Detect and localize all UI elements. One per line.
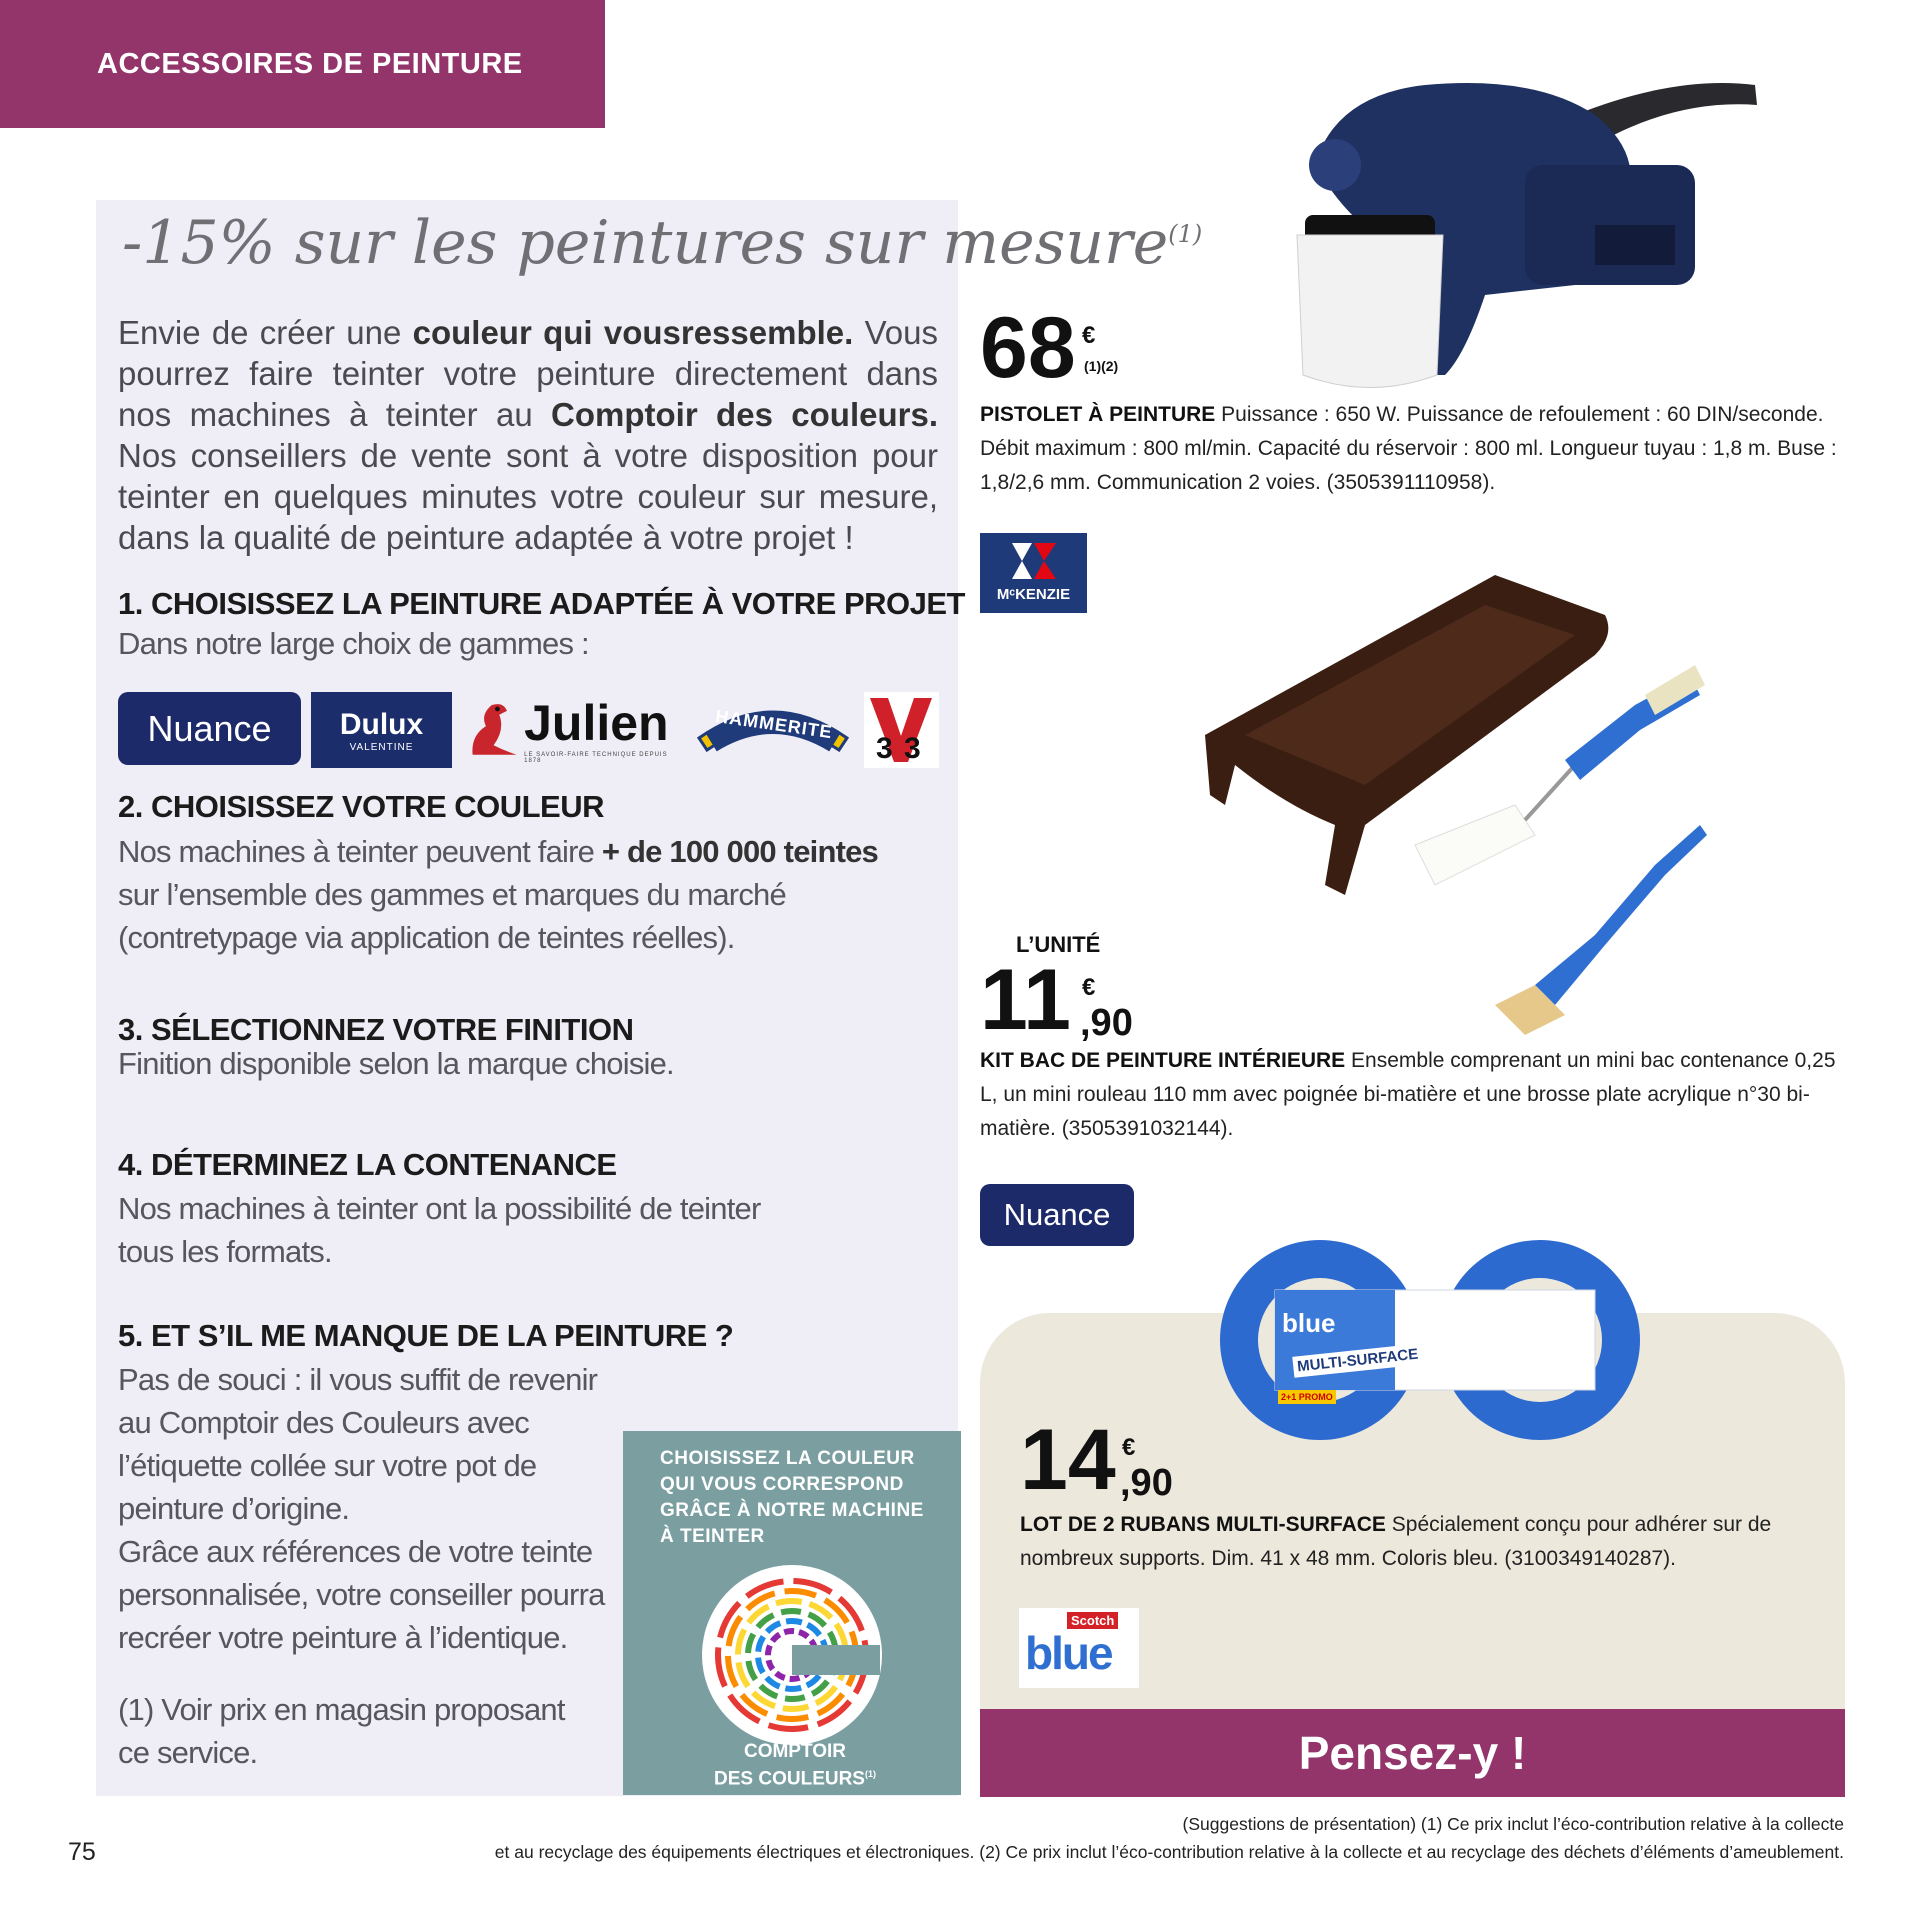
step-1-heading: 1. CHOISISSEZ LA PEINTURE ADAPTÉE À VOTRE PROJET <box>118 586 965 621</box>
tape-price: 14 € ,90 <box>1020 1412 1173 1508</box>
nuance-logo-small: Nuance <box>980 1184 1134 1246</box>
footer-note-line-1: (Suggestions de présentation) (1) Ce prix inclut l’éco-contribution relative à la collecte <box>1182 1814 1844 1834</box>
step-4-text: Nos machines à teinter ont la possibilité de teinter tous les formats. <box>118 1191 761 1269</box>
julien-logo: Julien LE SAVOIR-FAIRE TECHNIQUE DEPUIS 1878 <box>465 690 680 768</box>
mckenzie-logo: MᶜKENZIE <box>980 533 1087 613</box>
nuance-logo: Nuance <box>118 692 301 765</box>
mckenzie-mark-icon <box>1012 543 1056 579</box>
sprayer-price: 68 € (1)(2) <box>980 300 1119 396</box>
promo-intro: Envie de créer une couleur qui vousressemble. Vous pourrez faire teinter votre peinture directement dans nos machines à teinter au Comptoir des couleurs. Nos conseillers de vente sont à votre disposition pour teinter en quelques minutes votre couleur sur mesure, dans la qualité de peinture adaptée à votre projet ! <box>118 314 938 556</box>
paint-sprayer-image <box>1275 55 1770 395</box>
v33-logo: 3 3 <box>864 692 939 768</box>
page-number: 75 <box>68 1838 96 1866</box>
hammerite-logo: HAMMERITE <box>693 692 853 768</box>
step-2-heading: 2. CHOISISSEZ VOTRE COULEUR <box>118 789 605 824</box>
sprayer-description: PISTOLET À PEINTURE Puissance : 650 W. Puissance de refoulement : 60 DIN/seconde. Débit maximum : 800 ml/min. Capacité du réservoir : 800 ml. Longueur tuyau : 1,8 m. Buse : 1,8/2,6 mm. Communication 2 voies. (3505391110958). <box>980 403 1837 494</box>
tape-brand-label: blue <box>1282 1308 1336 1338</box>
step-4-heading: 4. DÉTERMINEZ LA CONTENANCE <box>118 1147 617 1182</box>
color-machine-text: CHOISISSEZ LA COULEUR QUI VOUS CORRESPOND GRÂCE À NOTRE MACHINE À TEINTER <box>660 1448 924 1547</box>
seal-icon <box>465 696 524 762</box>
step-1-text: Dans notre large choix de gammes : <box>118 626 589 661</box>
scotch-blue-logo: Scotch blue <box>1019 1608 1139 1688</box>
unit-label: L’UNITÉ <box>1016 932 1101 957</box>
comptoir-des-couleurs-logo: COMPTOIR DES COULEURS$^{(1)}$ <box>714 1741 876 1790</box>
step-5-text: Pas de souci : il vous suffit de revenir au Comptoir des Couleurs avec l’étiquette collée sur votre pot de peinture d’origine. Grâce aux références de votre teinte personnalisée, votre conseiller pourra recréer votre peinture à l’identique. <box>118 1362 605 1655</box>
tape-description: LOT DE 2 RUBANS MULTI-SURFACE Spécialement conçu pour adhérer sur de nombreux supports. Dim. 41 x 48 mm. Coloris bleu. (3100349140287). <box>1020 1513 1772 1570</box>
dulux-logo: Dulux VALENTINE <box>311 692 452 768</box>
section-title: ACCESSOIRES DE PEINTURE <box>97 48 523 80</box>
step-3-heading: 3. SÉLECTIONNEZ VOTRE FINITION <box>118 1012 634 1047</box>
step-3-text: Finition disponible selon la marque choisie. <box>118 1046 674 1081</box>
tape-type-label: MULTI-SURFACE <box>1292 1343 1423 1377</box>
service-footnote: (1) Voir prix en magasin proposant ce service. <box>118 1692 565 1770</box>
tray-kit-description: KIT BAC DE PEINTURE INTÉRIEURE Ensemble comprenant un mini bac contenance 0,25 L, un mini rouleau 110 mm avec poignée bi-matière et une brosse plate acrylique n°30 bi-matière. (3505391032144). <box>980 1049 1836 1140</box>
pensez-y-banner: Pensez-y ! <box>980 1709 1845 1797</box>
tape-promo-badge: 2+1 PROMO <box>1278 1390 1336 1404</box>
footer-note-line-2: et au recyclage des équipements électriques et électroniques. (2) Ce prix inclut l’éco-contribution relative à la collecte et au recyclage des déchets d’éléments d’ameublement. <box>494 1842 1844 1862</box>
step-5-heading: 5. ET S’IL ME MANQUE DE LA PEINTURE ? <box>118 1318 734 1353</box>
tray-kit-price: 11 € ,90 <box>980 952 1133 1048</box>
step-2-text: Nos machines à teinter peuvent faire + de 100 000 teintes sur l’ensemble des gammes et marques du marché (contretypage via application de teintes réelles). <box>118 834 878 955</box>
color-wheel-icon <box>700 1563 884 1747</box>
promo-title: -15% sur les peintures sur mesure$^{(1)}$ <box>122 208 1203 278</box>
